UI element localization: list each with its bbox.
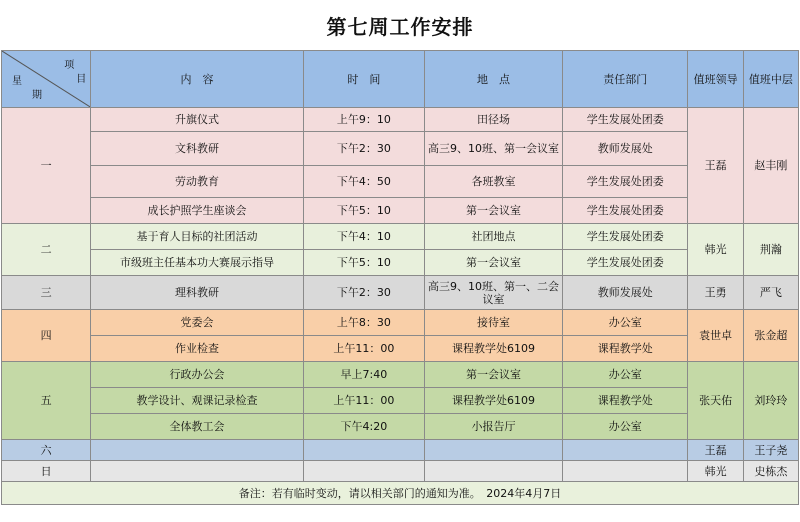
place-cell: [424, 461, 562, 482]
table-row: [2, 414, 799, 440]
content-cell: 文科教研: [91, 132, 304, 166]
time-cell: 上午11：00: [303, 388, 424, 414]
time-cell: 下午2：30: [303, 276, 424, 310]
dept-cell: 学生发展处团委: [563, 108, 688, 132]
table-row: [2, 310, 799, 336]
dept-cell: 教师发展处: [563, 132, 688, 166]
header-leader: 值班领导: [688, 51, 743, 108]
table-row: [2, 440, 799, 461]
place-cell: 社团地点: [424, 224, 562, 250]
place-cell: 接待室: [424, 310, 562, 336]
corner-qi-label: 期: [32, 90, 42, 101]
day-cell-mon: 一: [2, 108, 91, 224]
corner-item-label: 项: [64, 60, 75, 71]
time-cell: 下午4：10: [303, 224, 424, 250]
day-cell-thu: 四: [2, 310, 91, 362]
content-cell: 教学设计、观课记录检查: [91, 388, 304, 414]
time-cell: 下午4:20: [303, 414, 424, 440]
dept-cell: 学生发展处团委: [563, 166, 688, 198]
content-cell: 升旗仪式: [91, 108, 304, 132]
table-row: [2, 336, 799, 362]
time-cell: 上午8：30: [303, 310, 424, 336]
time-cell: 下午5：10: [303, 250, 424, 276]
dept-cell: 学生发展处团委: [563, 250, 688, 276]
content-cell: 市级班主任基本功大赛展示指导: [91, 250, 304, 276]
leader-cell-sat: 王磊: [688, 440, 743, 461]
header-dept: 责任部门: [563, 51, 688, 108]
content-cell: 基于育人目标的社团活动: [91, 224, 304, 250]
leader-cell-mon: 王磊: [688, 108, 743, 224]
table-row: [2, 276, 799, 310]
dept-cell: 学生发展处团委: [563, 224, 688, 250]
content-cell: 劳动教育: [91, 166, 304, 198]
time-cell: 下午2：30: [303, 132, 424, 166]
middle-cell-mon: 赵丰刚: [743, 108, 798, 224]
dept-cell: 课程教学处: [563, 336, 688, 362]
leader-cell-sun: 韩光: [688, 461, 743, 482]
place-cell: 高三9、10班、第一、二会议室: [424, 276, 562, 310]
day-cell-wed: 三: [2, 276, 91, 310]
time-cell: 下午5：10: [303, 198, 424, 224]
place-cell: 第一会议室: [424, 198, 562, 224]
content-cell: 理科教研: [91, 276, 304, 310]
table-row: [2, 108, 799, 132]
time-cell: 下午4：50: [303, 166, 424, 198]
leader-cell-tue: 韩光: [688, 224, 743, 276]
dept-cell: 办公室: [563, 310, 688, 336]
time-cell: [303, 461, 424, 482]
place-cell: [424, 440, 562, 461]
dept-cell: 办公室: [563, 414, 688, 440]
middle-cell-wed: 严飞: [743, 276, 798, 310]
header-time: 时 间: [303, 51, 424, 108]
day-cell-sat: 六: [2, 440, 91, 461]
table-row: [2, 388, 799, 414]
table-row: [2, 198, 799, 224]
dept-cell: 学生发展处团委: [563, 198, 688, 224]
leader-cell-fri: 张天佑: [688, 362, 743, 440]
leader-cell-wed: 王勇: [688, 276, 743, 310]
place-cell: 各班教室: [424, 166, 562, 198]
time-cell: 上午9：10: [303, 108, 424, 132]
dept-cell: 教师发展处: [563, 276, 688, 310]
content-cell: [91, 440, 304, 461]
middle-cell-tue: 荆瀚: [743, 224, 798, 276]
place-cell: 第一会议室: [424, 250, 562, 276]
middle-cell-sun: 史栋杰: [743, 461, 798, 482]
place-cell: 田径场: [424, 108, 562, 132]
table-row: [2, 166, 799, 198]
leader-cell-thu: 袁世卓: [688, 310, 743, 362]
middle-cell-thu: 张金超: [743, 310, 798, 362]
place-cell: 第一会议室: [424, 362, 562, 388]
content-cell: 行政办公会: [91, 362, 304, 388]
note-text: 备注：若有临时变动，请以相关部门的通知为准。 2024年4月7日: [2, 482, 799, 505]
day-cell-sun: 日: [2, 461, 91, 482]
time-cell: 上午11：00: [303, 336, 424, 362]
dept-cell: [563, 440, 688, 461]
content-cell: 党委会: [91, 310, 304, 336]
dept-cell: [563, 461, 688, 482]
middle-cell-sat: 王子尧: [743, 440, 798, 461]
day-cell-fri: 五: [2, 362, 91, 440]
corner-cell: [2, 51, 91, 108]
middle-cell-fri: 刘玲玲: [743, 362, 798, 440]
table-row: [2, 461, 799, 482]
page-title: 第七周工作安排: [326, 14, 474, 39]
time-cell: [303, 440, 424, 461]
corner-mu-label: 目: [76, 74, 87, 85]
header-place: 地 点: [424, 51, 562, 108]
table-row: [2, 250, 799, 276]
header-row: [2, 51, 799, 108]
place-cell: 课程教学处6109: [424, 388, 562, 414]
dept-cell: 办公室: [563, 362, 688, 388]
header-middle: 值班中层: [743, 51, 798, 108]
schedule-table: [1, 50, 799, 505]
day-cell-tue: 二: [2, 224, 91, 276]
time-cell: 早上7:40: [303, 362, 424, 388]
place-cell: 高三9、10班、第一会议室: [424, 132, 562, 166]
place-cell: 课程教学处6109: [424, 336, 562, 362]
dept-cell: 课程教学处: [563, 388, 688, 414]
content-cell: [91, 461, 304, 482]
content-cell: 作业检查: [91, 336, 304, 362]
corner-xing-label: 星: [12, 76, 22, 87]
table-row: [2, 224, 799, 250]
note-row: [2, 482, 799, 505]
place-cell: 小报告厅: [424, 414, 562, 440]
table-row: [2, 132, 799, 166]
table-row: [2, 362, 799, 388]
content-cell: 全体教工会: [91, 414, 304, 440]
content-cell: 成长护照学生座谈会: [91, 198, 304, 224]
header-content: 内 容: [91, 51, 304, 108]
